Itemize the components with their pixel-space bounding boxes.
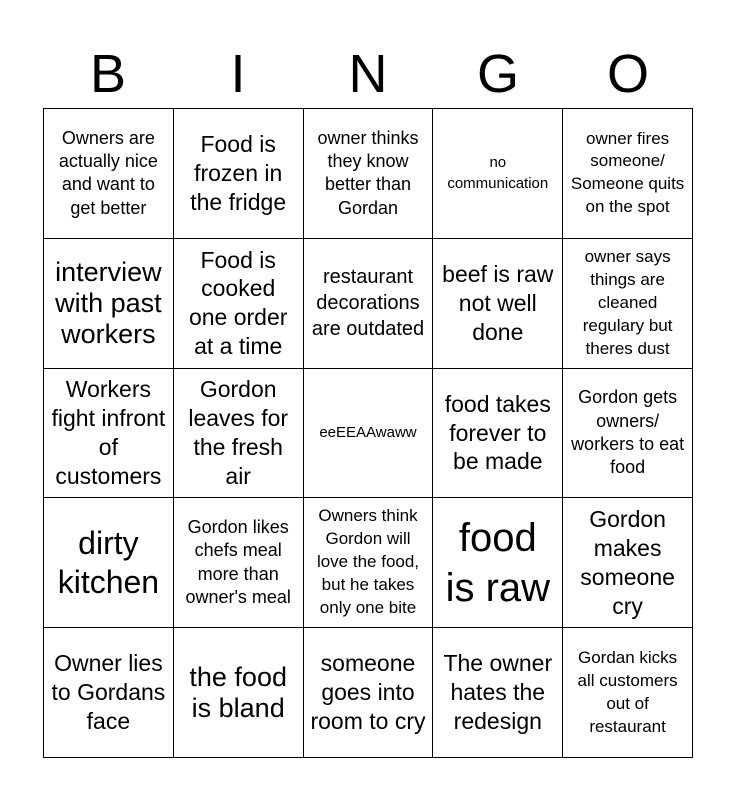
bingo-cell[interactable]: food is raw — [433, 498, 563, 628]
bingo-cell[interactable]: Owners think Gordon will love the food, but he takes only one bite — [304, 498, 434, 628]
bingo-cell[interactable]: Workers fight infront of customers — [44, 369, 174, 499]
bingo-cell[interactable]: Gordon leaves for the fresh air — [174, 369, 304, 499]
bingo-cell[interactable]: owner says things are cleaned regulary but theres dust — [563, 239, 693, 369]
bingo-cell[interactable]: someone goes into room to cry — [304, 628, 434, 758]
bingo-cell[interactable]: The owner hates the redesign — [433, 628, 563, 758]
header-letter-o: O — [606, 44, 649, 104]
bingo-header — [43, 42, 693, 106]
bingo-cell[interactable]: no communication — [433, 109, 563, 239]
bingo-cell[interactable]: Food is frozen in the fridge — [174, 109, 304, 239]
bingo-grid — [43, 108, 693, 758]
header-letter-i: I — [230, 44, 246, 104]
bingo-cell[interactable]: Gordon makes someone cry — [563, 498, 693, 628]
header-letter-n: N — [348, 44, 388, 104]
bingo-cell[interactable]: Owners are actually nice and want to get better — [44, 109, 174, 239]
bingo-cell[interactable]: Gordon gets owners/ workers to eat food — [563, 369, 693, 499]
bingo-cell[interactable]: food takes forever to be made — [433, 369, 563, 499]
bingo-cell[interactable]: restaurant decorations are outdated — [304, 239, 434, 369]
bingo-cell[interactable]: owner fires someone/ Someone quits on the spot — [563, 109, 693, 239]
bingo-cell[interactable]: dirty kitchen — [44, 498, 174, 628]
header-letter-b: B — [89, 44, 127, 104]
bingo-cell[interactable]: Food is cooked one order at a time — [174, 239, 304, 369]
bingo-cell[interactable]: owner thinks they know better than Gordan — [304, 109, 434, 239]
bingo-cell[interactable]: interview with past workers — [44, 239, 174, 369]
bingo-cell[interactable]: Gordon likes chefs meal more than owner's meal — [174, 498, 304, 628]
bingo-cell[interactable]: eeEEAAwaww — [304, 369, 434, 499]
bingo-cell[interactable]: Gordan kicks all customers out of restaurant — [563, 628, 693, 758]
header-letter-g: G — [476, 44, 519, 104]
bingo-cell[interactable]: beef is raw not well done — [433, 239, 563, 369]
bingo-cell[interactable]: the food is bland — [174, 628, 304, 758]
bingo-cell[interactable]: Owner lies to Gordans face — [44, 628, 174, 758]
